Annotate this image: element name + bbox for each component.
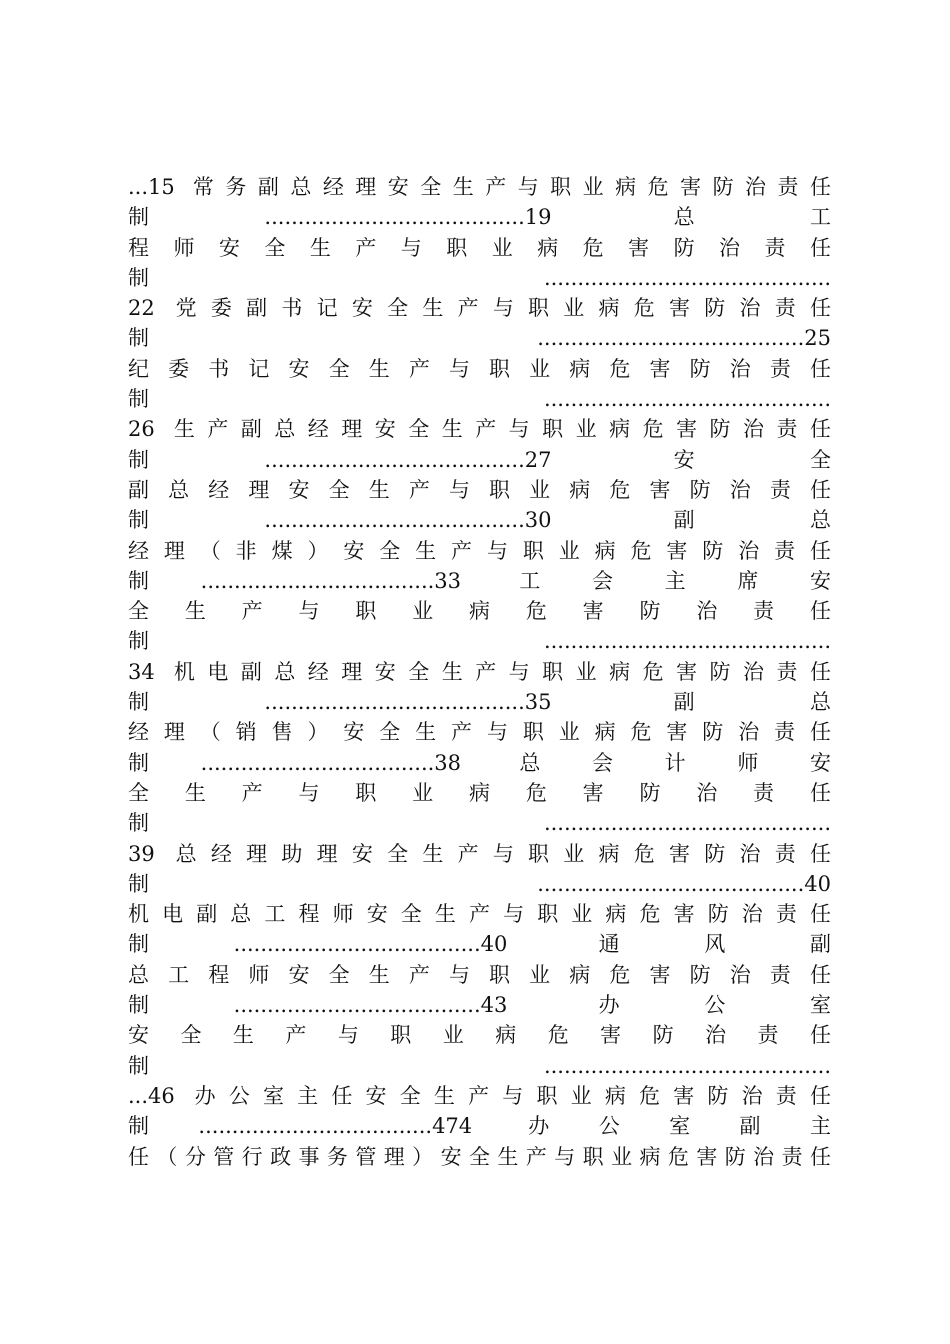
toc-line: 制.......................................27 安全 [128,447,831,472]
toc-line: 任（分管行政事务管理）安全生产与职业病危害防治责任 [128,1144,831,1169]
toc-line: 经 理 （ 非 煤 ） 安 全 生 产 与 职 业 病 危 害 防 治 责 任 [128,538,831,563]
toc-line: 制...................................38 总会计师安 [128,750,831,775]
toc-line: ...15 常务副总经理安全生产与职业病危害防治责任 [128,175,831,199]
toc-line: 机电副总工程师安全生产与职业病危害防治责任 [128,902,831,927]
toc-line: 制........................................... [128,387,831,412]
toc-line: 副 总 经 理 安 全 生 产 与 职 业 病 危 害 防 治 责 任 [128,477,831,502]
toc-line: 制........................................... [128,629,831,654]
toc-line: 制.....................................40 通风副 [128,932,831,957]
toc-line: 制.......................................30 副总 [128,508,831,533]
toc-line: 经 理 （ 销 售 ） 安 全 生 产 与 职 业 病 危 害 防 治 责 任 [128,720,831,745]
toc-line: 全 生 产 与 职 业 病 危 害 防 治 责 任 [128,599,831,624]
toc-line: 制 ........................................40 [128,871,831,896]
toc-line: 制........................................... [128,265,831,290]
toc-line: 制........................................... [128,1053,831,1078]
toc-line: 全 生 产 与 职 业 病 危 害 防 治 责 任 [128,780,831,805]
toc-line: 安 全 生 产 与 职 业 病 危 害 防 治 责 任 [128,1023,831,1048]
toc-line: 程 师 安 全 生 产 与 职 业 病 危 害 防 治 责 任 [128,235,831,260]
toc-line: 制 ........................................25 [128,326,831,351]
toc-line: 制.......................................35 副总 [128,690,831,715]
toc-line: 制........................................... [128,811,831,836]
toc-line: 制.....................................43 办公室 [128,993,831,1018]
toc-line: ...46 办公室主任安全生产与职业病危害防治责任 [128,1083,831,1108]
toc-line: 26 生产副总经理安全生产与职业病危害防治责任 [128,417,831,442]
toc-line: 制.......................................19 总工 [128,205,831,230]
toc-line: 制...................................33 工会主席安 [128,568,831,593]
toc-line: 制...................................474 办公室副主 [128,1114,831,1139]
table-of-contents [128,172,831,1172]
toc-line: 34 机电副总经理安全生产与职业病危害防治责任 [128,659,831,684]
toc-line: 22 党委副书记安全生产与职业病危害防治责任 [128,296,831,321]
toc-line: 纪 委 书 记 安 全 生 产 与 职 业 病 危 害 防 治 责 任 [128,356,831,381]
toc-line: 总 工 程 师 安 全 生 产 与 职 业 病 危 害 防 治 责 任 [128,962,831,987]
toc-line: 39 总经理助理安全生产与职业病危害防治责任 [128,841,831,866]
